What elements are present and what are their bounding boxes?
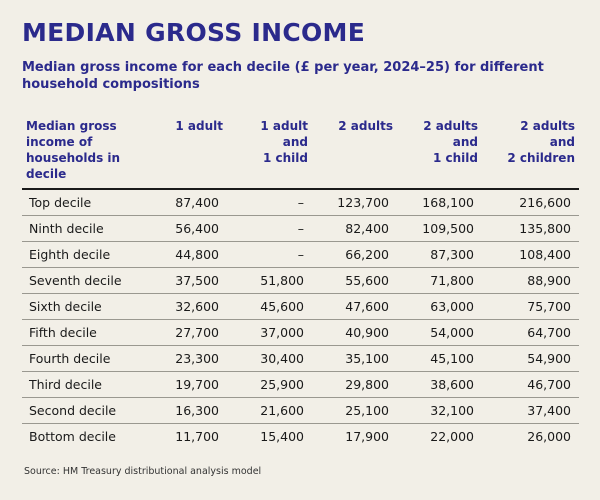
- table-cell: 25,900: [227, 372, 312, 398]
- table-row: [22, 320, 579, 346]
- column-header-line: decile: [26, 167, 67, 181]
- table-cell: 135,800: [482, 216, 579, 242]
- table-cell: 108,400: [482, 242, 579, 268]
- table-cell: –: [227, 242, 312, 268]
- table-cell: 216,600: [482, 189, 579, 216]
- table-cell: 26,000: [527, 429, 571, 444]
- table-cell: 44,800: [142, 242, 227, 268]
- column-header: [142, 110, 227, 189]
- table-cell: 23,300: [142, 346, 227, 372]
- source-note: Source: HM Treasury distributional analysis model: [24, 466, 262, 477]
- table-cell: 35,100: [312, 346, 397, 372]
- table-cell: 29,800: [312, 372, 397, 398]
- table-cell: 66,200: [312, 242, 397, 268]
- table-cell: 40,900: [312, 320, 397, 346]
- row-label: Second decile: [22, 398, 142, 424]
- table-cell: 22,000: [430, 429, 474, 444]
- table-row: [22, 268, 579, 294]
- table-cell: 30,400: [227, 346, 312, 372]
- table-row: [22, 294, 579, 320]
- table-cell: 37,500: [142, 268, 227, 294]
- table-cell: 25,100: [312, 398, 397, 424]
- table-cell: 54,900: [482, 346, 579, 372]
- column-header-line: and: [452, 135, 478, 149]
- table-cell: 15,400: [260, 429, 304, 444]
- row-label: Sixth decile: [22, 294, 142, 320]
- column-header-line: 2 adults: [520, 119, 575, 133]
- table-cell: 19,700: [142, 372, 227, 398]
- row-label: Bottom decile: [29, 429, 116, 444]
- table-cell: 87,400: [142, 189, 227, 216]
- table-cell: –: [227, 216, 312, 242]
- column-header-line: 1 adult: [260, 119, 308, 133]
- table-cell: 88,900: [482, 268, 579, 294]
- table-cell: 82,400: [312, 216, 397, 242]
- table-row: [22, 424, 579, 450]
- column-header-line: 2 adults: [338, 119, 393, 133]
- table-cell: 45,600: [227, 294, 312, 320]
- table-row: [22, 398, 579, 424]
- column-header-line: 1 adult: [175, 119, 223, 133]
- income-table: [22, 110, 579, 449]
- table-cell: 75,700: [482, 294, 579, 320]
- table-cell: 46,700: [482, 372, 579, 398]
- row-label: Ninth decile: [22, 216, 142, 242]
- table-cell: 56,400: [142, 216, 227, 242]
- column-header: [397, 110, 482, 189]
- column-header: [482, 110, 579, 189]
- table-cell: 38,600: [397, 372, 482, 398]
- table-cell: 47,600: [312, 294, 397, 320]
- table-body: [22, 189, 579, 449]
- column-header: [22, 110, 142, 189]
- table-cell: 109,500: [397, 216, 482, 242]
- table-cell: 54,000: [397, 320, 482, 346]
- table-cell: 71,800: [397, 268, 482, 294]
- table-cell: 55,600: [312, 268, 397, 294]
- page-title: MEDIAN GROSS INCOME: [22, 18, 366, 47]
- table-cell: 17,900: [345, 429, 389, 444]
- column-header-line: Median gross: [26, 119, 117, 133]
- column-header-line: and: [549, 135, 575, 149]
- column-header: [227, 110, 312, 189]
- table-row: [22, 346, 579, 372]
- table-cell: 11,700: [175, 429, 219, 444]
- column-header-line: income of: [26, 135, 93, 149]
- table-cell: 16,300: [142, 398, 227, 424]
- table-row: [22, 216, 579, 242]
- row-label: Top decile: [22, 189, 142, 216]
- table-cell: –: [227, 189, 312, 216]
- table-cell: 64,700: [482, 320, 579, 346]
- column-header-line: and: [282, 135, 308, 149]
- table-cell: 87,300: [397, 242, 482, 268]
- table-cell: 45,100: [397, 346, 482, 372]
- column-header: [312, 110, 397, 189]
- column-header-line: 1 child: [263, 151, 308, 165]
- row-label: Eighth decile: [22, 242, 142, 268]
- table-cell: 168,100: [397, 189, 482, 216]
- table-row: [22, 242, 579, 268]
- table-cell: 32,100: [397, 398, 482, 424]
- row-label: Fourth decile: [22, 346, 142, 372]
- table-cell: 37,000: [227, 320, 312, 346]
- table-cell: 37,400: [482, 398, 579, 424]
- row-label: Fifth decile: [22, 320, 142, 346]
- table-cell: 123,700: [312, 189, 397, 216]
- subtitle: Median gross income for each decile (£ per year, 2024–25) for different household compositions: [22, 60, 544, 92]
- column-header-line: 1 child: [433, 151, 478, 165]
- row-label: Third decile: [22, 372, 142, 398]
- table-row: [22, 372, 579, 398]
- table-header: [22, 110, 579, 189]
- column-header-line: 2 adults: [423, 119, 478, 133]
- table-cell: 27,700: [142, 320, 227, 346]
- table-cell: 51,800: [227, 268, 312, 294]
- table-cell: 21,600: [227, 398, 312, 424]
- row-label: Seventh decile: [22, 268, 142, 294]
- column-header-line: households in: [26, 151, 121, 165]
- table-cell: 32,600: [142, 294, 227, 320]
- table-row: [22, 189, 579, 216]
- column-header-line: 2 children: [507, 151, 575, 165]
- table-cell: 63,000: [397, 294, 482, 320]
- header-row: [22, 110, 579, 189]
